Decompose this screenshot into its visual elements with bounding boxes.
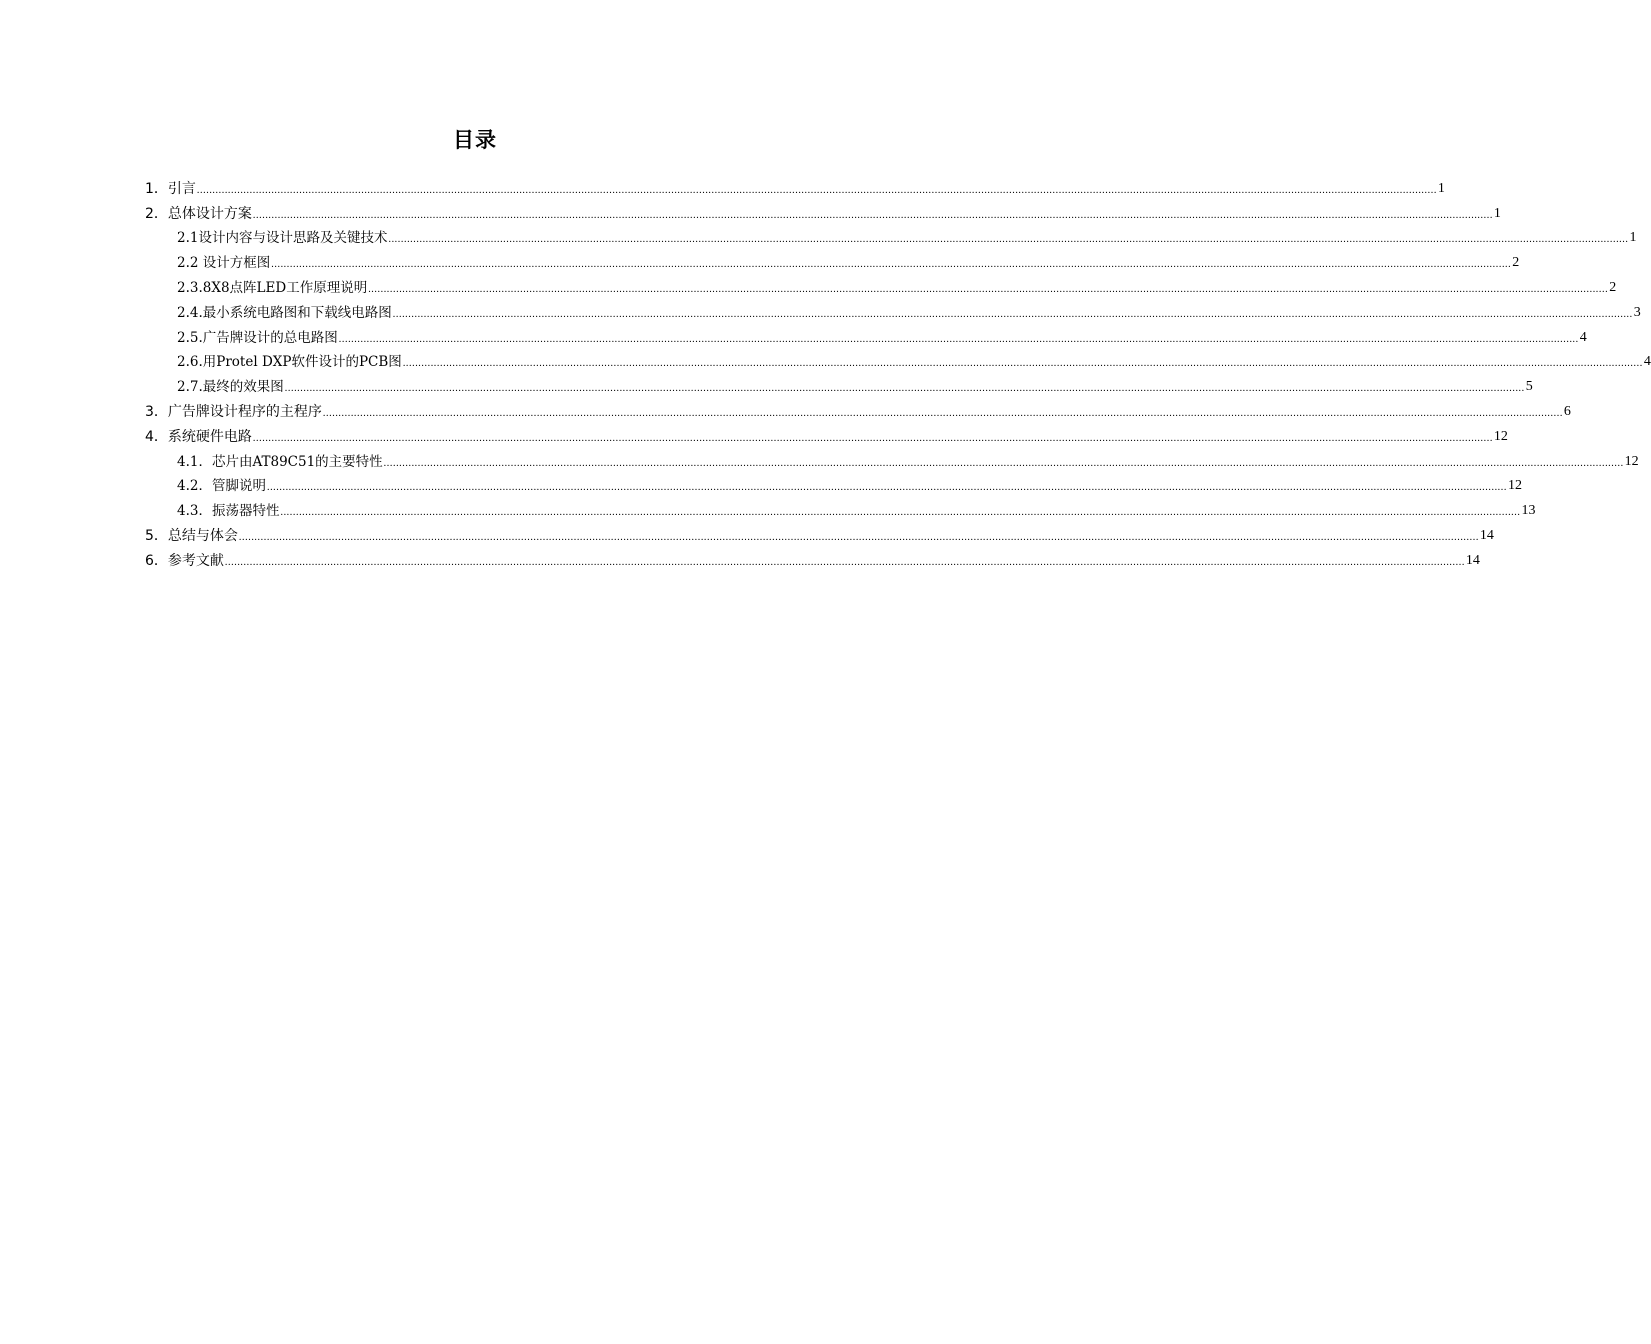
toc-leader-dots: ................................................................................................................................................................................................................................................................................................................................................................................................................: [368, 283, 1609, 295]
toc-entry-page: 2: [1609, 279, 1617, 295]
toc-entry-label: 2．总体设计方案: [145, 205, 252, 222]
toc-entry-page: 6: [1563, 403, 1571, 419]
toc-entry-label: 2.2 设计方框图: [177, 255, 271, 272]
toc-entry[interactable]: [145, 471, 1522, 496]
toc-entry-page: 1: [1629, 230, 1637, 246]
toc-entry[interactable]: [145, 322, 1587, 347]
toc-leader-dots: ................................................................................................................................................................................................................................................................................................................................................................................................................: [252, 432, 1493, 444]
toc-leader-dots: ................................................................................................................................................................................................................................................................................................................................................................................................................: [392, 308, 1633, 320]
toc-leader-dots: ................................................................................................................................................................................................................................................................................................................................................................................................................: [383, 457, 1624, 469]
toc-entry-page: 14: [1479, 527, 1494, 543]
toc-entry-label: 3．广告牌设计程序的主程序: [145, 403, 322, 420]
toc-leader-dots: ................................................................................................................................................................................................................................................................................................................................................................................................................: [338, 333, 1579, 345]
toc-entry-page: 1: [1437, 180, 1445, 196]
toc-title: 目录: [453, 128, 497, 152]
toc-entry-label: 4.3．振荡器特性: [177, 503, 280, 520]
toc-entry[interactable]: [145, 396, 1571, 421]
toc-entry-label: 6．参考文献: [145, 552, 224, 569]
toc-entry-label: 5．总结与体会: [145, 527, 238, 544]
toc-entry-page: 12: [1624, 453, 1639, 469]
toc-entry-page: 13: [1521, 503, 1536, 519]
toc-entry[interactable]: [145, 421, 1508, 446]
toc-leader-dots: ................................................................................................................................................................................................................................................................................................................................................................................................................: [388, 234, 1629, 246]
toc-entry-label: 4.2．管脚说明: [177, 478, 266, 495]
toc-leader-dots: ................................................................................................................................................................................................................................................................................................................................................................................................................: [196, 184, 1437, 196]
toc-entry[interactable]: [145, 371, 1533, 396]
toc-entry-label: 2.5.广告牌设计的总电路图: [177, 329, 338, 346]
toc-entry[interactable]: [145, 247, 1520, 272]
toc-entry-page: 12: [1493, 428, 1508, 444]
toc-leader-dots: ................................................................................................................................................................................................................................................................................................................................................................................................................: [322, 407, 1563, 419]
toc-entry-label: 1．引言: [145, 180, 196, 197]
toc-leader-dots: ................................................................................................................................................................................................................................................................................................................................................................................................................: [252, 209, 1493, 221]
toc-entry-page: 4: [1579, 329, 1587, 345]
toc-entry-page: 4: [1643, 354, 1651, 370]
toc-entry-label: 4．系统硬件电路: [145, 428, 252, 445]
toc-entry-page: 14: [1465, 552, 1480, 568]
toc-entry-label: 4.1．芯片由AT89C51的主要特性: [177, 453, 383, 470]
toc-entry[interactable]: [145, 446, 1639, 471]
toc-entry-label: 2.1设计内容与设计思路及关键技术: [177, 230, 388, 247]
toc-entry[interactable]: [145, 545, 1480, 570]
toc-entry[interactable]: [145, 272, 1617, 297]
toc-entry-page: 1: [1493, 205, 1501, 221]
toc-leader-dots: ................................................................................................................................................................................................................................................................................................................................................................................................................: [402, 358, 1643, 370]
toc-entry-label: 2.7.最终的效果图: [177, 379, 284, 396]
toc-leader-dots: ................................................................................................................................................................................................................................................................................................................................................................................................................: [284, 383, 1525, 395]
toc-entry-label: 2.6.用Protel DXP软件设计的PCB图: [177, 354, 402, 371]
toc-leader-dots: ................................................................................................................................................................................................................................................................................................................................................................................................................: [224, 556, 1465, 568]
toc-entry[interactable]: [145, 520, 1494, 545]
toc-entry[interactable]: [145, 198, 1501, 223]
toc-entry[interactable]: [145, 347, 1651, 372]
toc-entry[interactable]: [145, 495, 1536, 520]
toc-leader-dots: ................................................................................................................................................................................................................................................................................................................................................................................................................: [266, 482, 1507, 494]
toc-entry-page: 2: [1512, 255, 1520, 271]
toc-leader-dots: ................................................................................................................................................................................................................................................................................................................................................................................................................: [238, 531, 1479, 543]
toc-entry[interactable]: [145, 173, 1445, 198]
toc-entry-page: 3: [1633, 304, 1641, 320]
toc-entry-label: 2.3.8X8点阵LED工作原理说明: [177, 279, 368, 296]
toc-leader-dots: ................................................................................................................................................................................................................................................................................................................................................................................................................: [271, 259, 1512, 271]
toc-entry-page: 12: [1507, 478, 1522, 494]
toc-entry[interactable]: [145, 297, 1641, 322]
toc-entry-label: 2.4.最小系统电路图和下载线电路图: [177, 304, 392, 321]
toc-entry[interactable]: [145, 223, 1637, 248]
table-of-contents: [145, 173, 1651, 570]
toc-leader-dots: ................................................................................................................................................................................................................................................................................................................................................................................................................: [280, 507, 1521, 519]
toc-entry-page: 5: [1525, 379, 1533, 395]
